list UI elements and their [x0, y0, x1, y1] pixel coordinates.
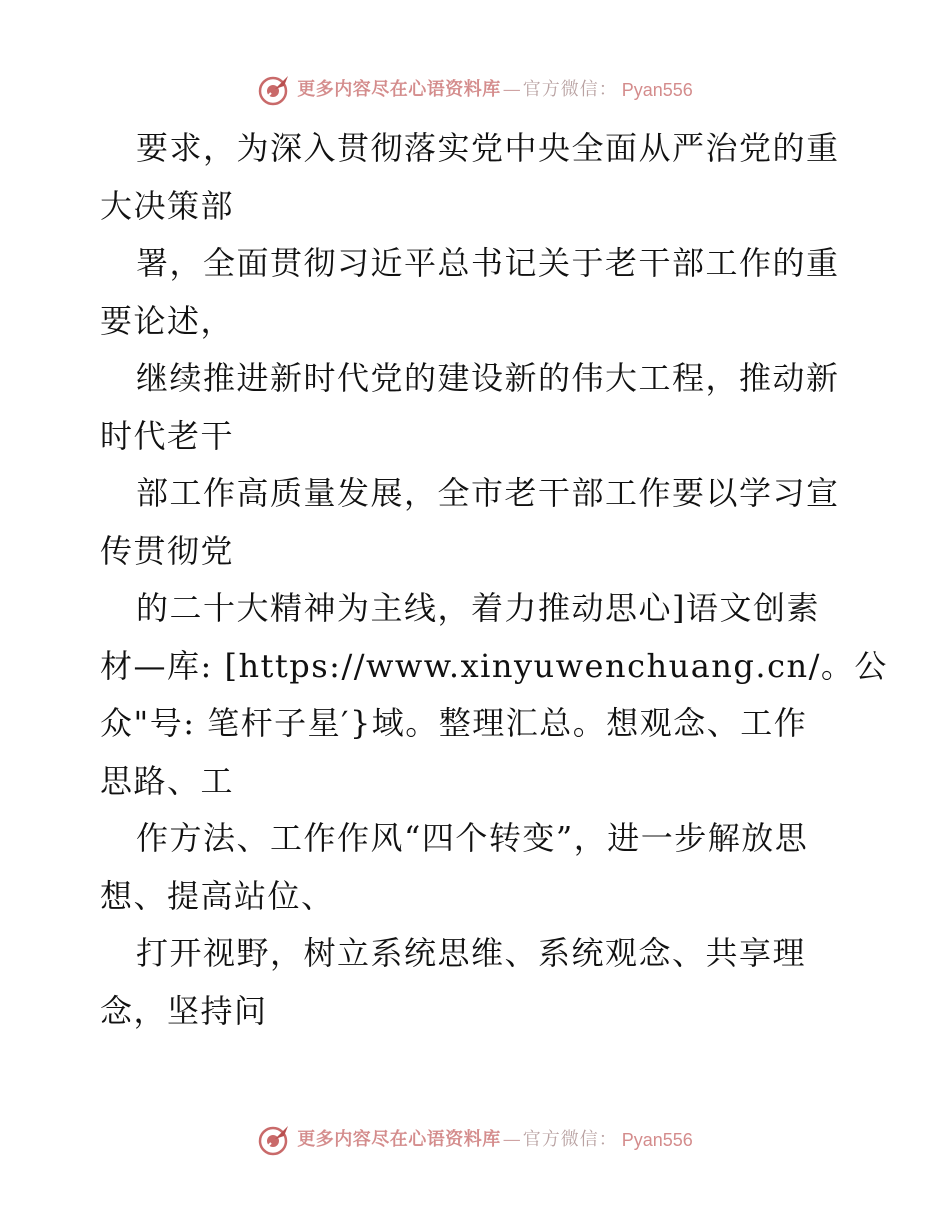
text-line: 要求，为深入贯彻落实党中央全面从严治党的重 [136, 129, 840, 167]
text-line: 想、提高站位、 [100, 876, 335, 915]
document-body [100, 120, 888, 1040]
text-line: 思路、工 [100, 761, 235, 800]
text-line: 继续推进新时代党的建设新的伟大工程，推动新 [136, 359, 840, 397]
text-line: 部工作高质量发展，全市老干部工作要以学习宣 [136, 474, 840, 512]
text-line: 念，坚持问 [100, 991, 268, 1030]
text-line: 的二十大精神为主线，着力推动思心]语文创素 [136, 589, 820, 627]
watermark-wechat-id: Pyan556 [621, 80, 693, 100]
text-line: 众"号: 笔杆子星′}域。整理汇总。想观念、工作 [100, 704, 808, 742]
watermark-wechat-label: 官方微信： [522, 1129, 618, 1150]
text-line: 材—库: [https://www.xinyuwenchuang.cn/。公 [100, 646, 888, 685]
quill-logo-icon [257, 73, 291, 107]
footer-watermark [0, 1120, 950, 1160]
text-line: 传贯彻党 [100, 531, 235, 570]
text-line: 作方法、工作作风“四个转变”，进一步解放思 [136, 819, 809, 857]
quill-logo-icon [257, 1123, 291, 1157]
text-line: 署，全面贯彻习近平总书记关于老干部工作的重 [136, 244, 840, 282]
watermark-dash: — [502, 1129, 521, 1150]
watermark-main-text: 更多内容尽在心语资料库 [297, 79, 501, 100]
text-line: 时代老干 [100, 416, 235, 455]
watermark-wechat-id: Pyan556 [621, 1130, 693, 1150]
watermark-main-text: 更多内容尽在心语资料库 [297, 1129, 501, 1150]
text-line: 大决策部 [100, 186, 235, 225]
text-line: 要论述， [100, 301, 235, 340]
text-line: 打开视野，树立系统思维、系统观念、共享理 [136, 934, 807, 972]
header-watermark [0, 70, 950, 110]
watermark-dash: — [502, 79, 521, 100]
watermark-wechat-label: 官方微信： [522, 79, 618, 100]
